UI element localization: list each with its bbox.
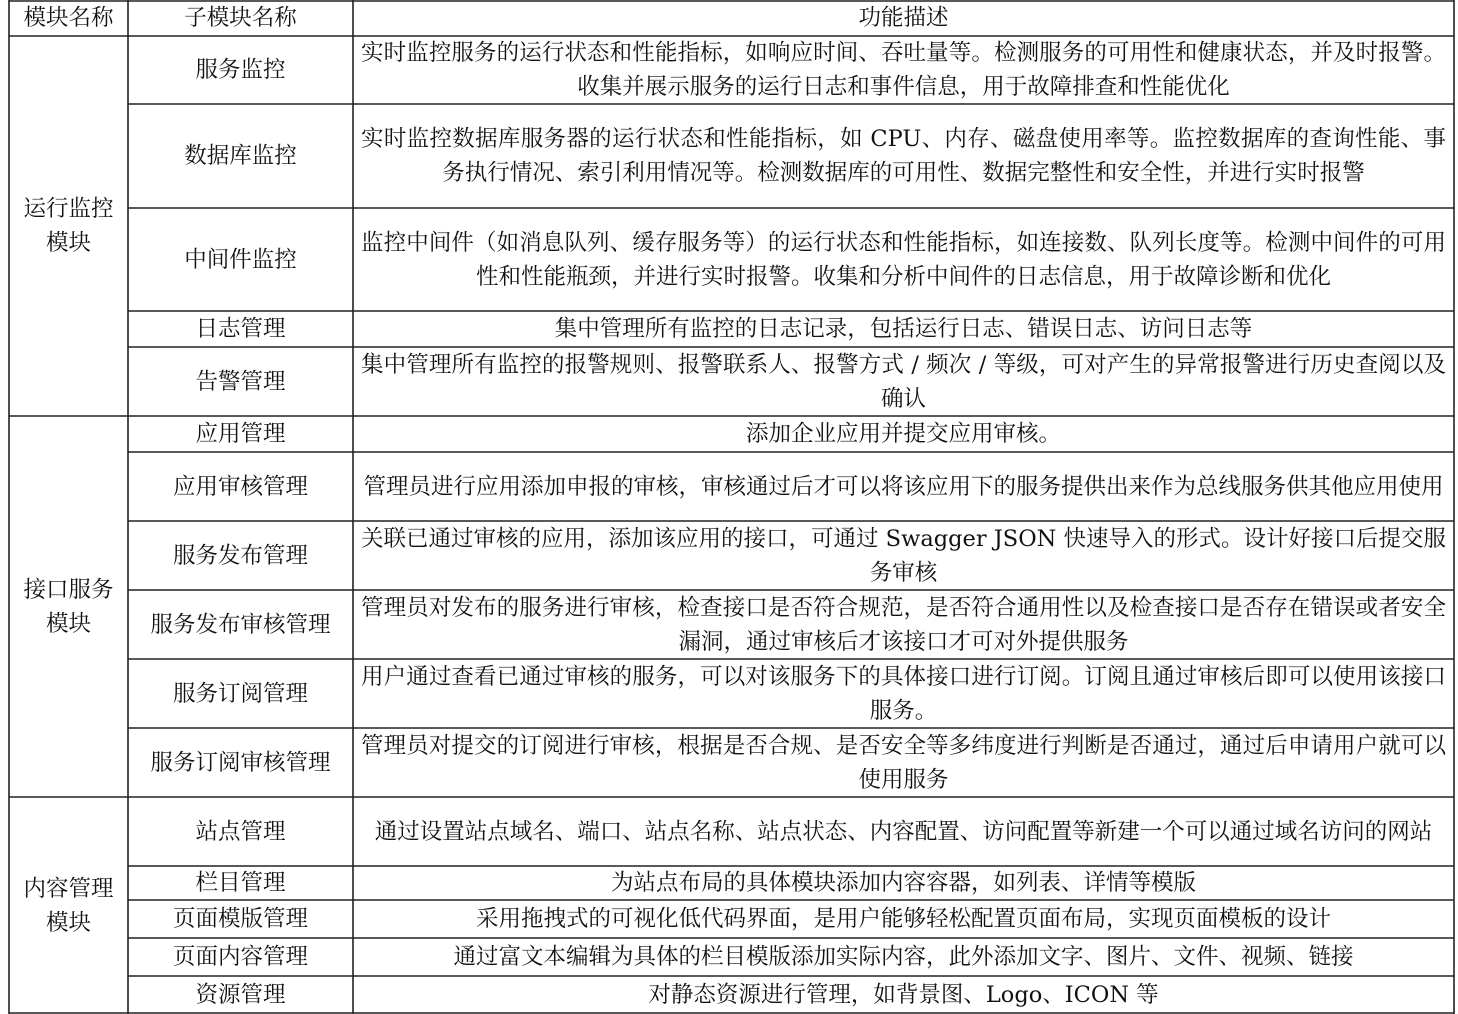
submodule-cell	[128, 36, 353, 104]
module-name-2	[9, 797, 128, 1014]
submodule-cell-text: 告警管理	[195, 368, 286, 395]
submodule-cell-text: 应用审核管理	[172, 473, 308, 500]
description-cell-text: 添加企业应用并提交应用审核。	[745, 421, 1061, 447]
module-name-1	[9, 416, 128, 797]
module-name-2-text: 内容管理 模块	[23, 875, 114, 936]
submodule-cell	[128, 797, 353, 866]
description-cell-text: 集中管理所有监控的日志记录，包括运行日志、错误日志、访问日志等	[554, 316, 1253, 342]
submodule-cell	[128, 452, 353, 521]
description-cell	[357, 938, 1450, 976]
description-cell-text: 集中管理所有监控的报警规则、报警联系人、报警方式 / 频次 / 等级，可对产生的异常报警进行历史查阅以及确认	[361, 351, 1446, 412]
description-cell	[357, 452, 1450, 521]
description-cell-text: 管理员对提交的订阅进行审核，根据是否合规、是否安全等多纬度进行判断是否通过，通过后申请用户就可以使用服务	[361, 732, 1446, 793]
description-cell-text: 管理员对发布的服务进行审核，检查接口是否符合规范，是否符合通用性以及检查接口是否存在错误或者安全漏洞，通过审核后才该接口才可对外提供服务	[361, 594, 1446, 655]
description-cell-text: 关联已通过审核的应用，添加该应用的接口，可通过 Swagger JSON 快速导入的形式。设计好接口后提交服务审核	[361, 525, 1446, 586]
header-description: 功能描述	[858, 5, 949, 31]
submodule-cell-text: 栏目管理	[195, 870, 286, 896]
module-name-0-text: 运行监控 模块	[23, 196, 114, 256]
description-cell	[357, 36, 1450, 104]
submodule-cell	[128, 938, 353, 976]
submodule-cell	[128, 590, 353, 659]
submodule-cell	[128, 900, 353, 938]
submodule-cell-text: 中间件监控	[184, 246, 297, 273]
submodule-cell-text: 站点管理	[195, 818, 286, 845]
description-cell-text: 用户通过查看已通过审核的服务，可以对该服务下的具体接口进行订阅。订阅且通过审核后即可以使用该接口服务。	[361, 663, 1446, 724]
description-cell-text: 通过富文本编辑为具体的栏目模版添加实际内容，此外添加文字、图片、文件、视频、链接	[453, 944, 1354, 970]
submodule-cell-text: 页面内容管理	[172, 944, 308, 970]
description-cell	[357, 311, 1450, 347]
description-cell	[357, 590, 1450, 659]
description-cell-text: 通过设置站点域名、端口、站点名称、站点状态、内容配置、访问配置等新建一个可以通过域名访问的网站	[374, 818, 1433, 845]
description-cell-text: 采用拖拽式的可视化低代码界面，是用户能够轻松配置页面布局，实现页面模板的设计	[475, 906, 1331, 932]
submodule-cell-text: 服务订阅管理	[172, 680, 308, 707]
submodule-cell	[128, 728, 353, 797]
submodule-cell	[128, 866, 353, 900]
description-cell	[357, 104, 1450, 208]
header-submodule-name: 子模块名称	[184, 5, 297, 31]
submodule-cell-text: 应用管理	[195, 421, 286, 447]
submodule-cell-text: 数据库监控	[184, 143, 297, 169]
description-cell	[357, 521, 1450, 590]
submodule-cell-text: 服务订阅审核管理	[150, 749, 331, 776]
submodule-cell	[128, 104, 353, 208]
submodule-cell	[128, 416, 353, 452]
description-cell	[357, 900, 1450, 938]
description-cell	[357, 866, 1450, 900]
description-cell	[357, 797, 1450, 866]
submodule-cell-text: 服务监控	[195, 57, 286, 83]
submodule-cell-text: 服务发布管理	[172, 542, 308, 569]
description-cell	[357, 347, 1450, 416]
module-name-0	[9, 36, 128, 416]
description-cell	[357, 728, 1450, 797]
submodule-cell	[128, 521, 353, 590]
submodule-cell-text: 页面模版管理	[172, 906, 308, 932]
description-cell-text: 实时监控服务的运行状态和性能指标，如响应时间、吞吐量等。检测服务的可用性和健康状态，并及时报警。收集并展示服务的运行日志和事件信息，用于故障排查和性能优化	[361, 40, 1446, 100]
description-cell-text: 实时监控数据库服务器的运行状态和性能指标，如 CPU、内存、磁盘使用率等。监控数据库的查询性能、事务执行情况、索引利用情况等。检测数据库的可用性、数据完整性和安全性，并进行实时报警	[361, 126, 1446, 186]
submodule-cell-text: 资源管理	[195, 982, 286, 1008]
description-cell	[357, 416, 1450, 452]
submodule-cell	[128, 659, 353, 728]
submodule-cell-text: 服务发布审核管理	[150, 611, 331, 638]
description-cell	[357, 659, 1450, 728]
description-cell	[357, 208, 1450, 311]
header-module-name: 模块名称	[23, 5, 114, 31]
submodule-cell-text: 日志管理	[195, 316, 286, 342]
submodule-cell	[128, 347, 353, 416]
description-cell-text: 为站点布局的具体模块添加内容容器，如列表、详情等模版	[610, 870, 1196, 896]
submodule-cell	[128, 208, 353, 311]
submodule-cell	[128, 311, 353, 347]
description-cell-text: 监控中间件（如消息队列、缓存服务等）的运行状态和性能指标，如连接数、队列长度等。检测中间件的可用性和性能瓶颈，并进行实时报警。收集和分析中间件的日志信息，用于故障诊断和优化	[361, 229, 1446, 290]
description-cell-text: 管理员进行应用添加申报的审核，审核通过后才可以将该应用下的服务提供出来作为总线服务供其他应用使用	[363, 473, 1444, 500]
description-cell	[357, 976, 1450, 1014]
submodule-cell	[128, 976, 353, 1014]
description-cell-text: 对静态资源进行管理，如背景图、Logo、ICON 等	[648, 982, 1159, 1008]
module-name-1-text: 接口服务 模块	[23, 576, 114, 637]
